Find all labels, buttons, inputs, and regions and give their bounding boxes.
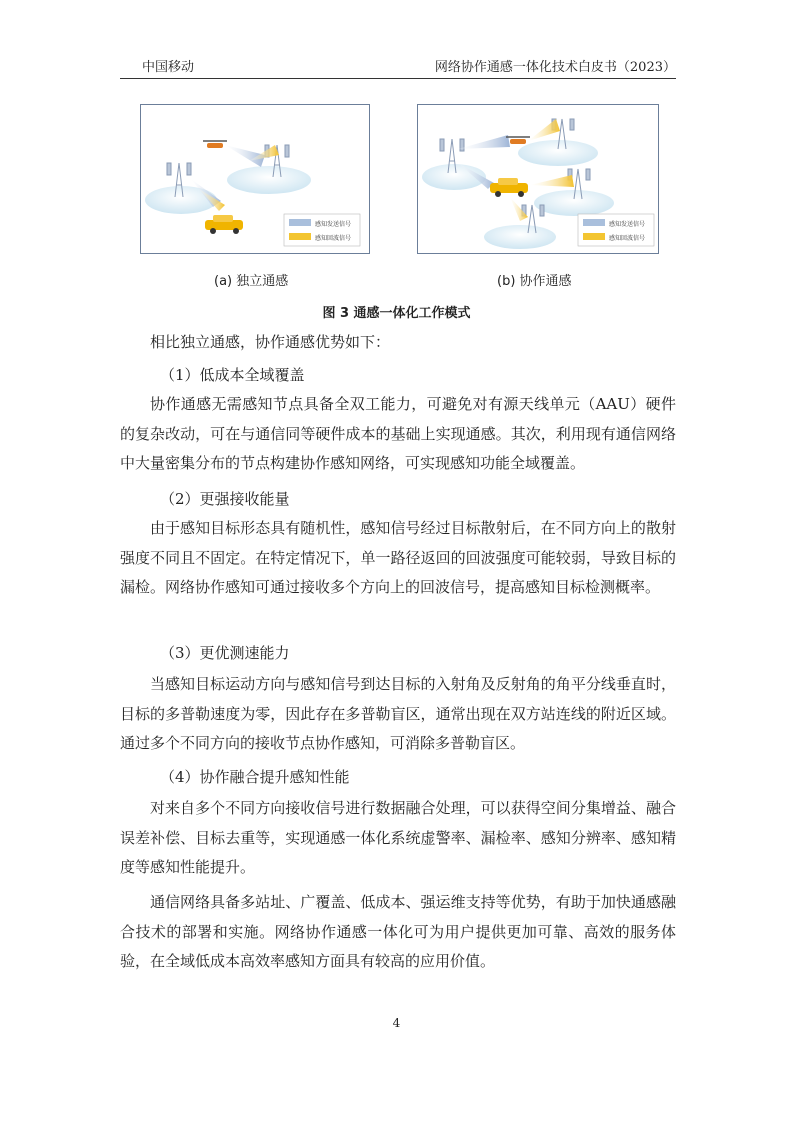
section-body-2: 由于感知目标形态具有随机性，感知信号经过目标散射后，在不同方向上的散射强度不同且不固定。在特定情况下，单一路径返回的回波强度可能较弱，导致目标的漏检。网络协作感知可通过接收多个方向上的回波信号，提高感知目标检测概率。 <box>120 519 676 597</box>
tx-beam <box>458 135 510 149</box>
coverage-cell <box>227 166 311 194</box>
closing-paragraph: 通信网络具备多站址、广覆盖、低成本、强运维支持等优势，有助于加快通感融合技术的部署和实施。网络协作通感一体化可为用户提供更加可靠、高效的服务体验，在全域低成本高效率感知方面具有较高的应用价值。 <box>120 893 676 971</box>
section-body-4: 对来自多个不同方向接收信号进行数据融合处理，可以获得空间分集增益、融合误差补偿、目标去重等，实现通感一体化系统虚警率、漏检率、感知分辨率、感知精度等感知性能提升。 <box>120 799 676 877</box>
legend-swatch-tx <box>289 219 311 226</box>
figure-b-illustration <box>418 105 658 253</box>
section-body-3: 当感知目标运动方向与感知信号到达目标的入射角及反射角的角平分线垂直时，目标的多普勒速度为零，因此存在多普勒盲区，通常出现在双方站连线的附近区域。通过多个不同方向的接收节点协作感知，可消除多普勒盲区。 <box>120 675 676 753</box>
header-right: 网络协作通感一体化技术白皮书（2023） <box>434 60 676 75</box>
coverage-cell <box>484 225 556 249</box>
caption-a: (a) 独立通感 <box>214 274 289 289</box>
coverage-cell <box>518 140 598 166</box>
legend-label-tx: 感知发送信号 <box>609 221 646 228</box>
drone-icon <box>203 141 227 148</box>
legend-label-rx: 感知回波信号 <box>609 235 646 242</box>
figure-a-illustration <box>141 105 369 253</box>
legend-swatch-rx <box>583 233 605 240</box>
car-icon <box>205 215 243 234</box>
section-heading-4: （4）协作融合提升感知性能 <box>160 768 350 786</box>
legend-swatch-tx <box>583 219 605 226</box>
drone-icon <box>506 137 530 144</box>
rx-beam <box>530 175 574 187</box>
legend-label-tx: 感知发送信号 <box>315 221 352 228</box>
legend-label-rx: 感知回波信号 <box>315 235 352 242</box>
section-body-1: 协作通感无需感知节点具备全双工能力，可避免对有源天线单元（AAU）硬件的复杂改动，可在与通信同等硬件成本的基础上实现通感。其次，利用现有通信网络中大量密集分布的节点构建协作感知网络，可实现感知功能全域覆盖。 <box>120 395 676 473</box>
legend-swatch-rx <box>289 233 311 240</box>
header-left: 中国移动 <box>142 60 195 75</box>
page-header <box>120 54 676 79</box>
figure-panel-b <box>417 104 659 254</box>
figure-title: 图 3 通感一体化工作模式 <box>322 306 471 321</box>
coverage-cell <box>534 190 614 216</box>
intro-paragraph: 相比独立通感，协作通感优势如下： <box>150 333 391 351</box>
section-heading-2: （2）更强接收能量 <box>160 490 290 508</box>
car-icon <box>490 178 528 197</box>
figure-panel-a <box>140 104 370 254</box>
section-heading-1: （1）低成本全域覆盖 <box>160 366 305 384</box>
section-heading-3: （3）更优测速能力 <box>160 644 290 662</box>
caption-b: (b) 协作通感 <box>497 274 572 289</box>
rx-beam <box>528 119 560 141</box>
page-number: 4 <box>392 1016 401 1030</box>
